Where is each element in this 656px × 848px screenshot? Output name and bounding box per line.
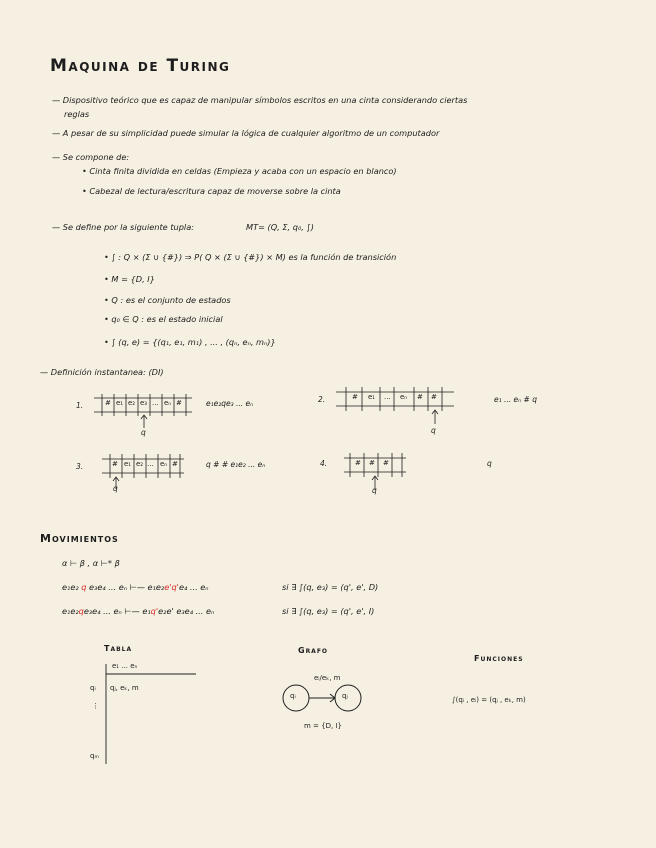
grafo-caption: m = {D, I} xyxy=(304,722,342,730)
rule-2 xyxy=(62,606,214,616)
rule-2-left-a: e₁e₂ xyxy=(62,606,79,616)
ex2-number: 2. xyxy=(318,395,326,404)
definition-item-5: • ∫ (q, e) = {(q₁, e₁, m₁) , ... , (qₙ, eₙ, mₙ)} xyxy=(104,337,276,347)
rule-2-right-b: e₂e' e₃e₄ ... eₙ xyxy=(158,606,215,616)
ex3-cell-3: e₂ xyxy=(136,460,144,468)
ex3-head-label: q xyxy=(113,484,118,493)
grafo-node-a: qᵢ xyxy=(290,692,296,700)
ex1-formula: e₁e₂qe₃ ... eₙ xyxy=(206,399,254,408)
definition-intro: — Se define por la siguiente tupla: xyxy=(52,222,194,232)
intro-line-3: — Se compone de: xyxy=(52,152,130,162)
tabla-label: Tabla xyxy=(104,644,133,653)
tabla-cell: qⱼ, eₖ, m xyxy=(110,684,139,692)
ex4-head-label: q xyxy=(372,486,377,495)
ex3-formula: q # # e₁e₂ ... eₙ xyxy=(206,460,266,469)
ex1-cell-5: ... xyxy=(152,399,159,407)
ex3-cell-5: eₙ xyxy=(160,460,168,468)
ex1-cell-6: eₙ xyxy=(164,399,172,407)
definition-item-2: • M = {D, I} xyxy=(104,274,155,284)
definition-item-1: • ∫ : Q × (Σ ∪ {#}) ⇒ P( Q × (Σ ∪ {#}) × M) es la función de transición xyxy=(104,252,397,262)
intro-sub-1: • Cinta finita dividida en celdas (Empieza y acaba con un espacio en blanco) xyxy=(82,166,397,176)
ex3-cell-2: e₁ xyxy=(124,460,132,468)
ex2-cell-2: e₁ xyxy=(368,393,376,401)
ex2-cell-6: # xyxy=(431,393,437,401)
instant-heading: — Definición instantanea: (DI) xyxy=(40,367,164,377)
rule-1-condition: si ∃ ∫(q, e₃) = (q', e', D) xyxy=(282,582,379,592)
tabla-row-first: qᵢ xyxy=(90,684,96,692)
tabla-col-header: e₁ ... eₙ xyxy=(112,662,138,670)
intro-line-1b: reglas xyxy=(64,109,90,119)
rule-1-left-a: e₁e₂ xyxy=(62,582,82,592)
definition-tuple: MT= (Q, Σ, q₀, ∫) xyxy=(246,222,314,232)
ex1-cell-3: e₂ xyxy=(128,399,136,407)
rule-2-left-b: e₃e₄ ... eₙ xyxy=(83,606,122,616)
grafo-label: Grafo xyxy=(298,646,329,655)
intro-sub-2: • Cabezal de lectura/escritura capaz de moverse sobre la cinta xyxy=(82,186,341,196)
grafo-node-b: qⱼ xyxy=(342,692,348,700)
ex2-cell-1: # xyxy=(352,393,358,401)
rule-2-condition: si ∃ ∫(q, e₃) = (q', e', I) xyxy=(282,606,375,616)
movimientos-relation: α ⊢ β , α ⊢* β xyxy=(62,558,120,568)
ex1-cell-2: e₁ xyxy=(116,399,124,407)
tabla-row-last: qₘ xyxy=(90,752,99,760)
ex4-formula: q xyxy=(487,459,492,468)
title-underline xyxy=(48,76,238,82)
ex4-number: 4. xyxy=(320,459,328,468)
ex2-cell-4: eₙ xyxy=(400,393,408,401)
ex3-cell-6: # xyxy=(172,460,178,468)
ex4-cell-2: # xyxy=(369,459,375,467)
rule-1 xyxy=(62,582,209,592)
rule-1-left-b: e₃e₄ ... eₙ xyxy=(86,582,128,592)
ex2-cell-3: ... xyxy=(384,393,391,401)
ex1-head-label: q xyxy=(141,428,146,437)
ex2-formula: e₁ ... eₙ # q xyxy=(494,395,537,404)
rule-1-right-a: e₁e₂ xyxy=(147,582,165,592)
ex3-cell-4: ... xyxy=(147,460,154,468)
rule-2-left-q: q xyxy=(78,606,84,616)
ex2-head-label: q xyxy=(431,426,436,435)
funciones-label: Funciones xyxy=(474,654,524,663)
ex3-number: 3. xyxy=(76,462,84,471)
ex1-cell-1: # xyxy=(105,399,111,407)
rule-1-left-q: q xyxy=(81,582,87,592)
intro-line-1: — Dispositivo teórico que es capaz de manipular símbolos escritos en una cinta considerando ciertas xyxy=(52,95,468,105)
ex1-cell-7: # xyxy=(176,399,182,407)
rule-2-right-red: q' xyxy=(150,606,159,616)
ex2-tape xyxy=(336,384,456,436)
ex2-cell-5: # xyxy=(417,393,423,401)
rule-2-arrow: ⊢— xyxy=(121,606,143,616)
ex1-number: 1. xyxy=(76,401,84,410)
rule-2-right-a: e₁ xyxy=(142,606,151,616)
movimientos-heading: Movimientos xyxy=(40,532,119,545)
tabla-grid xyxy=(100,660,200,768)
rule-1-right-b: e₄ ... eₙ xyxy=(178,582,209,592)
ex1-cell-4: e₃ xyxy=(140,399,148,407)
definition-item-4: • q₀ ∈ Q : es el estado inicial xyxy=(104,314,223,324)
ex4-cell-1: # xyxy=(355,459,361,467)
ex4-cell-3: # xyxy=(383,459,389,467)
page-title: Maquina de Turing xyxy=(50,56,231,76)
tabla-row-dots: ⋮ xyxy=(92,702,99,710)
rule-1-right-red: e'q' xyxy=(164,582,179,592)
grafo-edge-label: eᵢ/eₖ, m xyxy=(314,674,341,682)
ex3-cell-1: # xyxy=(112,460,118,468)
funciones-formula: ∫(qᵢ , eᵢ) = (qⱼ , eₖ, m) xyxy=(452,696,526,704)
rule-1-arrow: ⊢— xyxy=(127,582,148,592)
definition-item-3: • Q : es el conjunto de estados xyxy=(104,295,231,305)
intro-line-2: — A pesar de su simplicidad puede simular la lógica de cualquier algoritmo de un computador xyxy=(52,128,440,138)
